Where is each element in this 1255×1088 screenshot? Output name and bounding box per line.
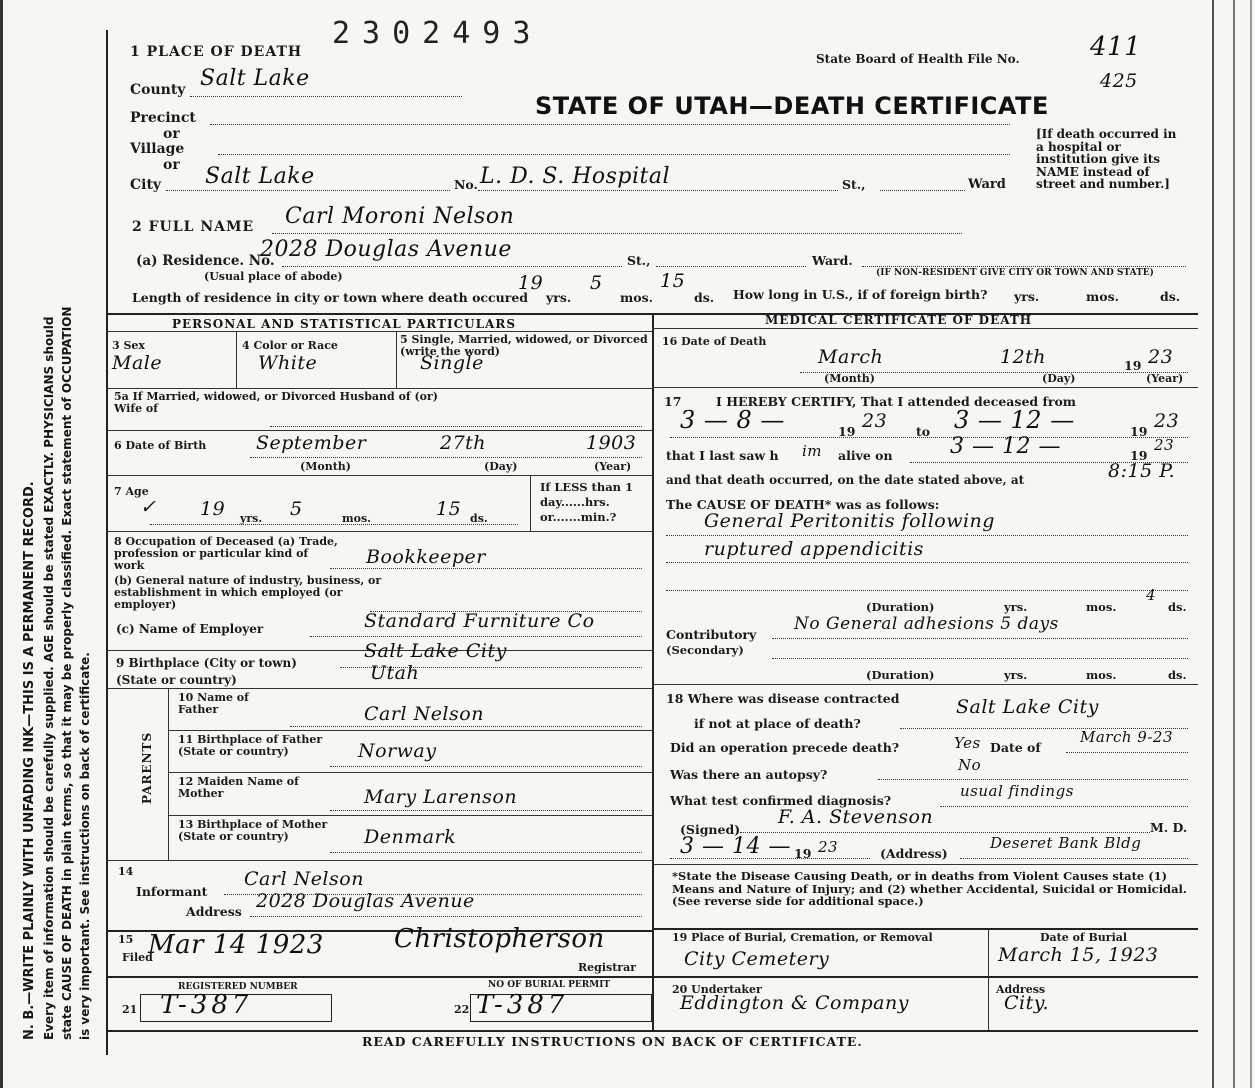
color-label: 4 Color or Race [242,339,338,352]
signed-address: Deseret Bank Bldg [990,834,1142,852]
mother-bp-label: 13 Birthplace of Mother (State or country) [178,818,328,843]
undertaker-address: City. [1004,992,1049,1014]
row-rule [168,772,652,773]
cause-rule-3 [666,590,1188,591]
dob-day: 27th [440,432,487,454]
section-divider [652,928,1198,930]
page-edge [0,0,3,1088]
employer-label: (c) Name of Employer [116,622,264,636]
reg-num-prefix: 21 [122,1003,138,1016]
to-label: to [916,424,931,439]
contracted-label-2: if not at place of death? [694,716,861,731]
age-ds: 15 [436,498,462,520]
dob-month: September [256,432,367,454]
birthplace-label: 9 Birthplace (City or town) [116,656,297,670]
row-rule [168,730,652,731]
burial-permit: T-387 [476,990,569,1020]
cause-rule-2 [666,562,1188,563]
duration-label-1: (Duration) [866,600,935,614]
death-year-prefix: 19 [1124,358,1142,373]
duration-yrs-1: yrs. [1004,600,1028,614]
signed-value: F. A. Stevenson [778,806,934,828]
employer-value: Standard Furniture Co [364,610,595,632]
cause-line-2: ruptured appendicitis [704,538,924,560]
address-line [960,858,1188,859]
page-edge [1212,0,1214,1088]
burial-date: March 15, 1923 [998,944,1159,966]
test-label: What test confirmed diagnosis? [670,793,892,808]
autopsy-label: Was there an autopsy? [670,767,828,782]
or-label: or [163,126,180,142]
length-mos: 5 [590,272,603,294]
side-note-3: state CAUSE OF DEATH in plain terms, so that it may be properly classified. Exact statement of OCCUPATION [60,306,74,1040]
residence-st: St., [627,253,651,268]
dob-year: 1903 [586,432,637,454]
informant-num: 14 [118,865,134,878]
cause-label: The CAUSE OF DEATH* was as follows: [666,497,940,512]
length-ds-label: ds. [694,290,715,305]
contributory-value: No General adhesions 5 days [794,614,1059,634]
county-label: County [130,82,186,98]
center-divider [652,313,654,933]
county-value: Salt Lake [200,66,310,91]
row-rule [106,860,652,861]
informant-label: Informant [136,884,208,899]
reg-number: T-387 [160,990,253,1020]
how-long-label: How long in U.S., if of foreign birth? [733,287,988,302]
burial-divider [652,928,654,1030]
medical-section-title: MEDICAL CERTIFICATE OF DEATH [765,313,1033,327]
attended-from: 3 — 8 — [680,406,785,434]
dob-line [250,457,642,458]
secondary-label: (Secondary) [666,643,744,657]
occupation-line [330,568,642,569]
residence-line [282,266,622,267]
age-line [150,524,518,525]
signed-date: 3 — 14 — [680,834,791,859]
age-check: ✓ [140,496,157,518]
operation-value: Yes [954,734,981,752]
death-day: 12th [1000,346,1047,368]
informant-value: Carl Nelson [244,868,364,890]
date-of-label: Date of [990,740,1041,755]
color-value: White [258,352,318,374]
row-rule [106,388,652,389]
residence-value: 2028 Douglas Avenue [260,237,512,262]
death-date-label: 16 Date of Death [662,335,767,348]
duration-mos-2: mos. [1086,668,1117,682]
city-value: Salt Lake [205,164,315,189]
row-rule [652,864,1198,865]
dob-label: 6 Date of Birth [114,439,207,452]
full-name-value: Carl Moroni Nelson [285,204,515,229]
death-day-cap: (Day) [1042,372,1076,385]
sex-label: 3 Sex [112,339,145,352]
age-yrs: 19 [200,498,226,520]
last-year-prefix: 19 [1130,448,1148,463]
from-year: 23 [862,410,888,432]
employer-line [310,636,642,637]
attended-to: 3 — 12 — [954,406,1075,434]
duration-yrs-2: yrs. [1004,668,1028,682]
md-label: M. D. [1150,820,1188,835]
certify-label: I HEREBY CERTIFY, That I attended deceased from [716,394,1077,409]
full-name-label: 2 FULL NAME [132,219,255,235]
page-edge [1250,0,1252,1088]
mother-value: Mary Larenson [364,786,518,808]
how-long-yrs: yrs. [1014,289,1040,304]
mother-bp-line [330,852,642,853]
dob-day-cap: (Day) [484,460,518,473]
duration-mos-1: mos. [1086,600,1117,614]
test-line [940,806,1188,807]
spouse-label: 5a If Married, widowed, or Divorced Husband of (or) Wife of [114,390,439,415]
row-rule [106,430,652,431]
death-year-cap: (Year) [1146,372,1184,385]
or-label-2: or [163,157,180,173]
from-year-prefix: 19 [838,424,856,439]
length-ds: 15 [660,270,686,292]
last-saw-date: 3 — 12 — [950,434,1061,459]
informant-address: 2028 Douglas Avenue [256,890,475,912]
burial-date-divider [988,928,989,1030]
file-no-label: State Board of Health File No. [816,52,1020,66]
length-mos-label: mos. [620,290,653,305]
undertaker-address-label: Address [996,983,1046,996]
burial-prefix: 22 [454,1003,470,1016]
signed-year-prefix: 19 [794,846,812,861]
contributory-rule-2 [772,658,1188,659]
less-than-label: If LESS than 1 day......hrs. or.......min.? [540,480,634,524]
occupation-label: 8 Occupation of Deceased (a) Trade, profession or particular kind of work [114,535,338,572]
mother-line [330,810,642,811]
row-rule [652,684,1198,685]
autopsy-value: No [958,756,982,774]
address-label: (Address) [880,846,948,861]
left-border [106,30,108,1055]
death-month: March [818,346,884,368]
dob-month-cap: (Month) [300,460,351,473]
last-saw-him: im [802,442,823,460]
alive-on-label: alive on [838,448,893,463]
spouse-line [270,426,642,427]
burial-permit-label: NO OF BURIAL PERMIT [488,980,611,990]
residence-extra-line [862,266,1186,267]
page-edge [1233,0,1235,1088]
birthplace-city: Salt Lake City [364,640,507,662]
signed-date-line [670,858,870,859]
operation-date: March 9-23 [1080,728,1174,746]
age-mos: 5 [290,498,303,520]
duration-ds-value: 4 [1146,586,1157,604]
operation-line [1066,752,1188,753]
ward-line [880,190,965,191]
side-note-2: Every item of information should be carefully supplied. AGE should be stated EXACTLY. PHYSICIANS should [42,316,56,1040]
contributory-rule-1 [772,638,1188,639]
father-bp-line [330,766,642,767]
residence-label: (a) Residence. No. [136,253,275,269]
father-bp-label: 11 Birthplace of Father (State or country) [178,733,323,758]
test-value: usual findings [960,782,1074,800]
father-label: 10 Name of Father [178,691,249,716]
city-label: City [130,177,162,193]
contracted-label: 18 Where was disease contracted [666,691,900,706]
burial-date-label: Date of Burial [1040,931,1128,944]
side-note-1: N. B.—WRITE PLAINLY WITH UNFADING INK—THIS IS A PERMANENT RECORD. [22,481,37,1040]
registrar-label: Registrar [578,961,637,974]
precinct-label: Precinct [130,110,196,126]
death-occurred-label: and that death occurred, on the date stated above, at [666,473,1025,487]
side-note-4: is very important. See instructions on back of certificate. [78,652,92,1040]
duration-ds-2: ds. [1168,668,1187,682]
age-yrs-label: yrs. [240,512,263,525]
age-ds-label: ds. [470,512,488,525]
county-line [190,96,462,97]
death-time: 8:15 P. [1108,460,1176,482]
sex-value: Male [112,352,163,374]
footnote: *State the Disease Causing Death, or in deaths from Violent Causes state (1) Means and Nature of Injury; and (2) whether Accidental, Suicidal or Homicidal. (See reverse side for additional space.) [672,869,1187,908]
filed-label: Filed [122,951,153,964]
full-name-line [272,233,962,234]
precinct-line [210,124,1010,125]
no-label: No. [454,177,478,192]
duration-ds-1: ds. [1168,600,1187,614]
contracted-value: Salt Lake City [956,696,1099,718]
to-year-prefix: 19 [1130,424,1148,439]
dob-year-cap: (Year) [594,460,632,473]
place-of-death-label: 1 PLACE OF DEATH [130,44,303,60]
nonresident-note: (IF NON-RESIDENT GIVE CITY OR TOWN AND STATE) [876,268,1154,278]
operation-label: Did an operation precede death? [670,740,900,755]
industry-label: (b) General nature of industry, business, or establishment in which employed (or employer) [114,574,382,611]
signed-label: (Signed) [680,822,741,837]
no-line [478,190,838,191]
last-year: 23 [1154,436,1175,454]
marital-label: 5 Single, Married, widowed, or Divorced (write the word) [400,333,648,358]
city-line [166,190,450,191]
death-month-cap: (Month) [824,372,875,385]
father-value: Carl Nelson [364,703,484,725]
marital-value: Single [420,352,484,374]
length-yrs-label: yrs. [546,290,572,305]
hospital-value: L. D. S. Hospital [480,164,671,189]
attended-line [670,437,1188,438]
bottom-border [106,1030,1198,1032]
cell-divider [396,331,397,388]
father-bp-value: Norway [358,740,437,762]
hospital-note: [If death occurred in a hospital or institution give its NAME instead of street and number.] [1036,127,1177,191]
usual-place: (Usual place of abode) [204,270,343,283]
reg-number-label: REGISTERED NUMBER [178,982,298,992]
cell-divider [236,331,237,388]
residence-ward-line [656,266,806,267]
contributory-label: Contributory [666,627,757,642]
parents-divider [168,688,169,860]
row-rule [652,387,1198,388]
stamp-number: 2302493 [332,16,543,51]
filed-num: 15 [118,933,134,946]
occupation-value: Bookkeeper [366,546,486,568]
cell-divider [530,475,531,531]
burial-place-label: 19 Place of Burial, Cremation, or Removal [672,931,933,944]
state-label: (State or country) [116,673,237,687]
informant-address-label: Address [186,904,242,919]
age-mos-label: mos. [342,512,371,525]
cause-line-1: General Peritonitis following [704,510,995,532]
file-no-value-2: 425 [1100,70,1138,92]
father-line [290,726,642,727]
signed-line [740,832,1150,833]
length-yrs: 19 [518,272,544,294]
age-label: 7 Age [114,485,149,498]
length-label: Length of residence in city or town where death occured [132,290,529,305]
certify-num: 17 [664,394,682,409]
to-year: 23 [1154,410,1180,432]
village-line [218,154,1010,155]
signed-year: 23 [818,838,839,856]
row-rule [168,815,652,816]
parents-label: PARENTS [140,731,154,804]
ward-label: Ward [968,177,1006,192]
certificate-title: STATE OF UTAH—DEATH CERTIFICATE [535,92,1049,120]
medical-rule [652,328,1198,329]
undertaker-label: 20 Undertaker [672,983,762,996]
filed-date: Mar 14 1923 [148,930,324,960]
duration-label-2: (Duration) [866,668,935,682]
village-label: Village [130,141,185,157]
last-saw-label: that I last saw h [666,448,779,463]
autopsy-line [878,779,1188,780]
mother-bp-value: Denmark [364,826,457,848]
how-long-mos: mos. [1086,289,1119,304]
footer-instructions: READ CAREFULLY INSTRUCTIONS ON BACK OF CERTIFICATE. [362,1034,863,1049]
file-no-value: 411 [1090,32,1142,62]
residence-ward: Ward. [812,253,853,268]
birthplace-state: Utah [370,662,420,684]
death-year: 23 [1148,346,1174,368]
undertaker: Eddington & Company [680,992,909,1014]
row-rule [106,688,652,689]
personal-rule [106,331,652,332]
personal-section-title: PERSONAL AND STATISTICAL PARTICULARS [172,317,517,331]
cause-rule-1 [666,535,1188,536]
st-label: St., [842,177,866,192]
mother-label: 12 Maiden Name of Mother [178,775,299,800]
row-rule [106,475,652,476]
registrar-signature: Christopherson [394,924,605,954]
informant-address-line [250,916,642,917]
burial-place: City Cemetery [684,948,830,970]
row-rule [106,531,652,532]
how-long-ds: ds. [1160,289,1181,304]
